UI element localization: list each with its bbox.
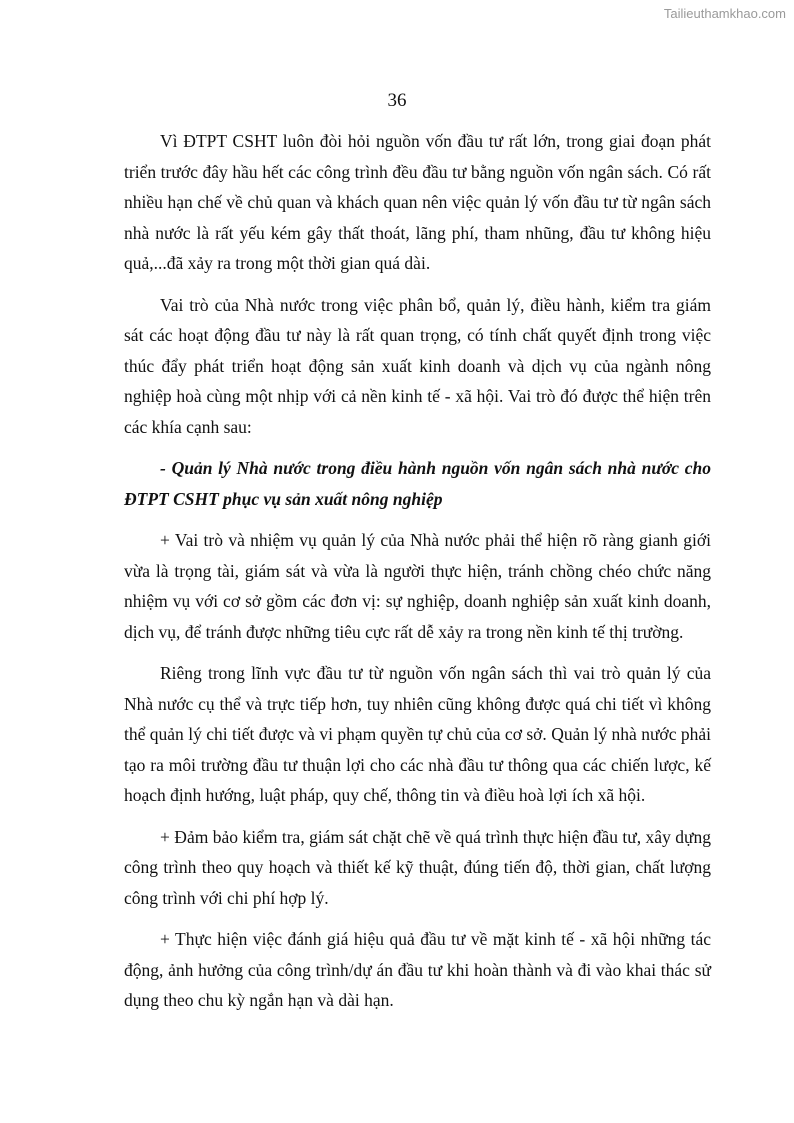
watermark: Tailieuthamkhao.com (663, 6, 786, 21)
paragraph-5: + Đảm bảo kiểm tra, giám sát chặt chẽ về quá trình thực hiện đầu tư, xây dựng công trình theo quy hoạch và thiết kế kỹ thuật, đúng tiến độ, thời gian, chất lượng công trình với chi phí hợp lý. (124, 826, 711, 908)
document-body (124, 126, 711, 1027)
page-number: 36 (387, 90, 407, 111)
paragraph-4: Riêng trong lĩnh vực đầu tư từ nguồn vốn ngân sách thì vai trò quản lý của Nhà nước cụ thể và trực tiếp hơn, tuy nhiên cũng không được quá chi tiết vì không thể quản lý chi tiết được và vi phạm quyền tự chủ của cơ sở. Quản lý nhà nước phải tạo ra môi trường đầu tư thuận lợi cho các nhà đầu tư thông qua các chiến lược, kế hoạch định hướng, luật pháp, quy chế, thông tin và điều hoà lợi ích xã hội. (124, 663, 711, 805)
paragraph-6: + Thực hiện việc đánh giá hiệu quả đầu tư về mặt kinh tế - xã hội những tác động, ảnh hưởng của công trình/dự án đầu tư khi hoàn thành và đi vào khai thác sử dụng theo chu kỳ ngắn hạn và dài hạn. (124, 929, 711, 1010)
section-heading: - Quản lý Nhà nước trong điều hành nguồn vốn ngân sách nhà nước cho ĐTPT CSHT phục vụ sản xuất nông nghiệp (124, 458, 711, 509)
paragraph-3: + Vai trò và nhiệm vụ quản lý của Nhà nước phải thể hiện rõ ràng gianh giới vừa là trọng tài, giám sát và vừa là người thực hiện, tránh chồng chéo chức năng nhiệm vụ với cơ sở gồm các đơn vị: sự nghiệp, doanh nghiệp sản xuất kinh doanh, dịch vụ, để tránh được những tiêu cực rất dễ xảy ra trong nền kinh tế thị trường. (124, 530, 711, 642)
paragraph-1: Vì ĐTPT CSHT luôn đòi hỏi nguồn vốn đầu tư rất lớn, trong giai đoạn phát triển trước đây hầu hết các công trình đều đầu tư bằng nguồn vốn ngân sách. Có rất nhiều hạn chế về chủ quan và khách quan nên việc quản lý vốn đầu tư từ ngân sách nhà nước là rất yếu kém gây thất thoát, lãng phí, tham nhũng, đầu tư không hiệu quả,...đã xảy ra trong một thời gian quá dài. (124, 131, 711, 273)
paragraph-2: Vai trò của Nhà nước trong việc phân bổ, quản lý, điều hành, kiểm tra giám sát các hoạt động đầu tư này là rất quan trọng, có tính chất quyết định trong việc thúc đẩy phát triển hoạt động sản xuất kinh doanh và dịch vụ của ngành nông nghiệp hoà cùng một nhịp với cả nền kinh tế - xã hội. Vai trò đó được thể hiện trên các khía cạnh sau: (124, 294, 711, 437)
